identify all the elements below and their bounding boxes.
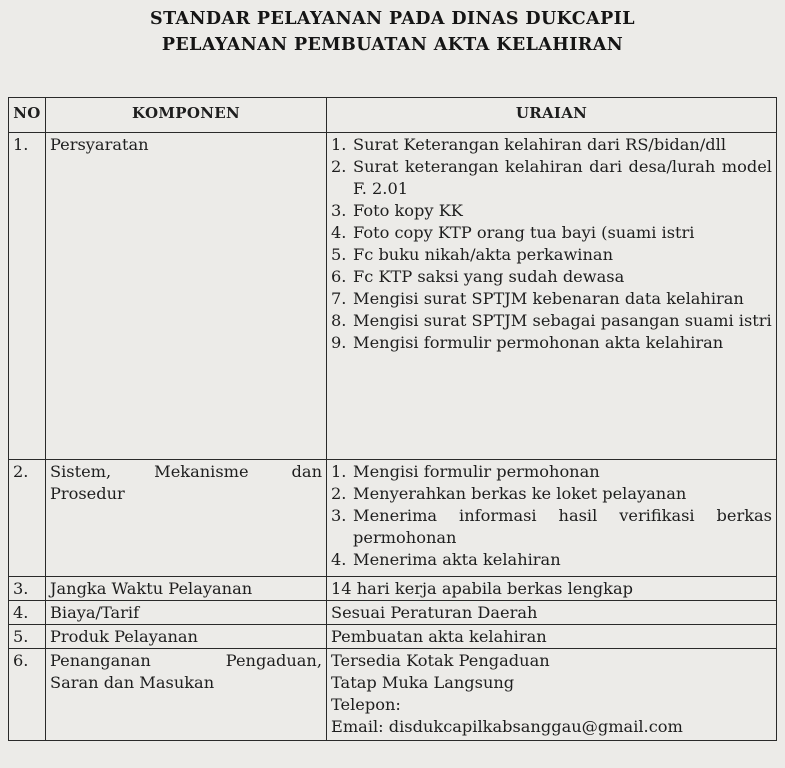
header-uraian: URAIAN [327, 98, 777, 133]
header-no: NO [9, 98, 46, 133]
component-cell: Biaya/Tarif [46, 601, 327, 625]
row-number: 5. [9, 625, 46, 649]
component-cell: Produk Pelayanan [46, 625, 327, 649]
component-cell: Jangka Waktu Pelayanan [46, 577, 327, 601]
list-item: 7. Mengisi surat SPTJM kebenaran data kelahiran [331, 289, 744, 308]
table-row [9, 649, 777, 741]
list-item: 8. Mengisi surat SPTJM sebagai pasangan suami istri [331, 311, 772, 330]
complaint-channel: Tersedia Kotak Pengaduan [331, 651, 550, 670]
procedure-list [331, 461, 772, 571]
component-line: Penanganan Pengaduan, [50, 651, 322, 670]
row-number: 3. [9, 577, 46, 601]
description-cell: Pembuatan akta kelahiran [327, 625, 777, 649]
table-row [9, 625, 777, 649]
table-row [9, 460, 777, 577]
list-item: 6. Fc KTP saksi yang sudah dewasa [331, 267, 625, 286]
list-item: 1. Mengisi formulir permohonan [331, 462, 600, 481]
description-cell: Sesuai Peraturan Daerah [327, 601, 777, 625]
list-item: 2. Menyerahkan berkas ke loket pelayanan [331, 484, 687, 503]
service-standard-table [8, 97, 777, 741]
description-cell [327, 460, 777, 577]
description-cell: 14 hari kerja apabila berkas lengkap [327, 577, 777, 601]
complaint-email: Email: disdukcapilkabsanggau@gmail.com [331, 717, 683, 736]
table-row [9, 577, 777, 601]
row-number: 1. [9, 133, 46, 460]
list-item: 4. Foto copy KTP orang tua bayi (suami istri [331, 223, 695, 242]
complaint-channel: Tatap Muka Langsung [331, 673, 515, 692]
row-number: 4. [9, 601, 46, 625]
list-item: 2. Surat keterangan kelahiran dari desa/lurah model F. 2.01 [331, 157, 772, 198]
description-cell [327, 649, 777, 741]
row-number: 2. [9, 460, 46, 577]
component-line: Prosedur [50, 484, 125, 503]
list-item: 3. Foto kopy KK [331, 201, 463, 220]
header-komponen: KOMPONEN [46, 98, 327, 133]
requirements-list [331, 134, 772, 354]
component-line: Saran dan Masukan [50, 673, 215, 692]
document-title-line2: PELAYANAN PEMBUATAN AKTA KELAHIRAN [161, 35, 624, 55]
list-item: 4. Menerima akta kelahiran [331, 550, 561, 569]
document-title-line1: STANDAR PELAYANAN PADA DINAS DUKCAPIL [150, 9, 635, 29]
component-line: Sistem, Mekanisme dan [50, 462, 322, 481]
list-item: 1. Surat Keterangan kelahiran dari RS/bidan/dll [331, 135, 727, 154]
table-row [9, 133, 777, 460]
table-row [9, 601, 777, 625]
component-cell: Persyaratan [46, 133, 327, 460]
component-cell [46, 649, 327, 741]
description-cell [327, 133, 777, 460]
complaint-channel: Telepon: [331, 695, 401, 714]
list-item: 5. Fc buku nikah/akta perkawinan [331, 245, 613, 264]
list-item: 9. Mengisi formulir permohonan akta kelahiran [331, 333, 724, 352]
row-number: 6. [9, 649, 46, 741]
list-item: 3. Menerima informasi hasil verifikasi berkas permohonan [331, 506, 772, 547]
table-header-row [9, 98, 777, 133]
component-cell [46, 460, 327, 577]
